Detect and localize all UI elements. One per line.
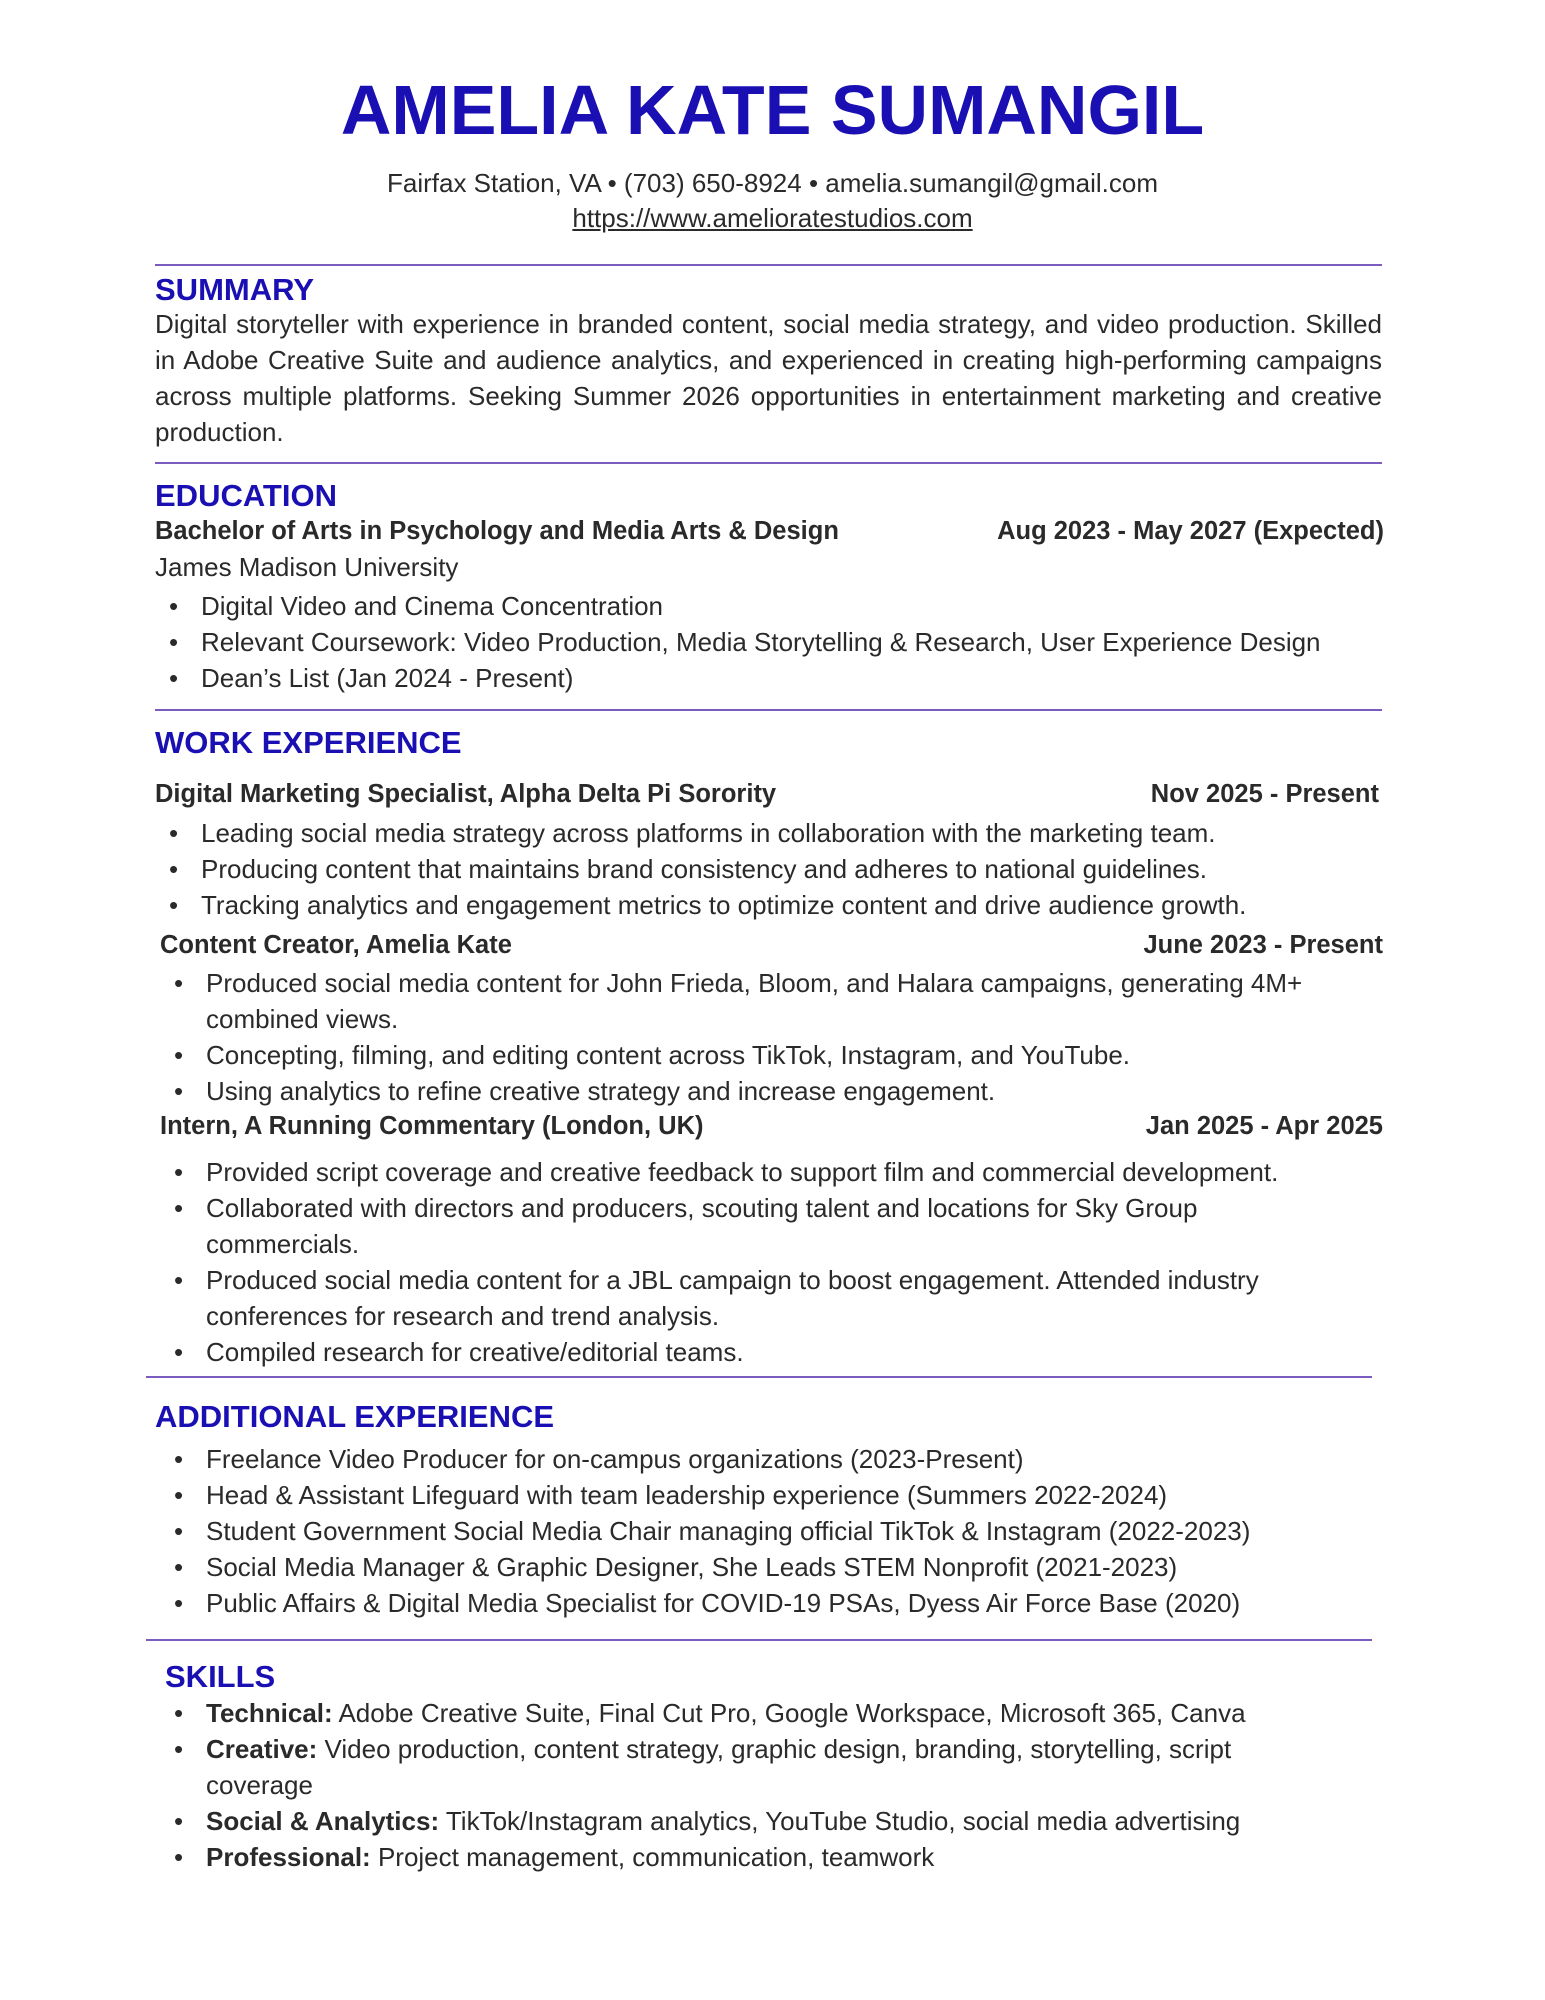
degree-title: Bachelor of Arts in Psychology and Media Arts & Design bbox=[155, 517, 839, 545]
list-item: • Leading social media strategy across platforms in collaboration with the marketing team. bbox=[155, 815, 1395, 851]
education-bullets bbox=[155, 588, 1395, 696]
skill-label: Social & Analytics: bbox=[206, 1806, 440, 1836]
skill-text: TikTok/Instagram analytics, YouTube Studio, social media advertising bbox=[439, 1806, 1241, 1836]
summary-text: Digital storyteller with experience in branded content, social media strategy, and video production. Skilled in Adobe Creative Suite and audience analytics, and experienced in creating high-performing campaigns across multiple platforms. Seeking Summer 2026 opportunities in entertainment marketing and creative production. bbox=[155, 309, 1382, 447]
list-item: • Producing content that maintains brand consistency and adheres to national guidelines. bbox=[155, 851, 1395, 887]
candidate-name: AMELIA KATE SUMANGIL bbox=[340, 71, 1205, 149]
list-item: • Student Government Social Media Chair managing official TikTok & Instagram (2022-2023) bbox=[160, 1513, 1400, 1549]
summary-heading: SUMMARY bbox=[155, 272, 315, 307]
divider bbox=[155, 709, 1382, 711]
skill-text: Video production, content strategy, graphic design, branding, storytelling, script coverage bbox=[206, 1734, 1232, 1800]
list-item: • Tracking analytics and engagement metrics to optimize content and drive audience growth. bbox=[155, 887, 1395, 923]
list-item: • Collaborated with directors and producers, scouting talent and locations for Sky Group commercials. bbox=[160, 1190, 1375, 1262]
list-item: • Compiled research for creative/editorial teams. bbox=[160, 1334, 1375, 1370]
skills-bullets bbox=[160, 1695, 1330, 1875]
list-item: • Head & Assistant Lifeguard with team leadership experience (Summers 2022-2024) bbox=[160, 1477, 1400, 1513]
list-item: • Public Affairs & Digital Media Specialist for COVID-19 PSAs, Dyess Air Force Base (2020) bbox=[160, 1585, 1400, 1621]
list-item: • Produced social media content for John Frieda, Bloom, and Halara campaigns, generating 4M+ combined views. bbox=[160, 965, 1330, 1037]
job-row bbox=[155, 780, 1379, 809]
contact-info: Fairfax Station, VA • (703) 650-8924 • amelia.sumangil@gmail.com bbox=[386, 168, 1159, 198]
skill-item bbox=[160, 1839, 1330, 1875]
job-row bbox=[160, 1112, 1383, 1141]
divider bbox=[155, 264, 1382, 266]
job-bullets bbox=[155, 815, 1395, 923]
job-bullets bbox=[160, 965, 1330, 1109]
job-role: Digital Marketing Specialist, Alpha Delta Pi Sorority bbox=[155, 780, 777, 808]
additional-heading: ADDITIONAL EXPERIENCE bbox=[155, 1399, 555, 1434]
skill-text: Adobe Creative Suite, Final Cut Pro, Google Workspace, Microsoft 365, Canva bbox=[332, 1698, 1246, 1728]
skill-item bbox=[160, 1695, 1330, 1731]
skills-heading: SKILLS bbox=[165, 1659, 276, 1694]
list-item: • Provided script coverage and creative feedback to support film and commercial development. bbox=[160, 1154, 1375, 1190]
skill-item bbox=[160, 1731, 1330, 1803]
education-heading: EDUCATION bbox=[155, 478, 337, 513]
divider bbox=[146, 1376, 1372, 1378]
list-item: • Using analytics to refine creative strategy and increase engagement. bbox=[160, 1073, 1330, 1109]
list-item: • Relevant Coursework: Video Production, Media Storytelling & Research, User Experience Design bbox=[155, 624, 1395, 660]
list-item: • Concepting, filming, and editing content across TikTok, Instagram, and YouTube. bbox=[160, 1037, 1330, 1073]
job-dates: June 2023 - Present bbox=[1143, 931, 1383, 959]
list-item: • Dean’s List (Jan 2024 - Present) bbox=[155, 660, 1395, 696]
website-link[interactable]: https://www.amelioratestudios.com bbox=[572, 203, 973, 233]
additional-bullets bbox=[160, 1441, 1400, 1621]
list-item: • Freelance Video Producer for on-campus organizations (2023-Present) bbox=[160, 1441, 1400, 1477]
job-role: Intern, A Running Commentary (London, UK) bbox=[160, 1112, 704, 1140]
list-item: • Digital Video and Cinema Concentration bbox=[155, 588, 1395, 624]
job-bullets bbox=[160, 1154, 1375, 1370]
list-item: • Social Media Manager & Graphic Designer, She Leads STEM Nonprofit (2021-2023) bbox=[160, 1549, 1400, 1585]
degree-dates: Aug 2023 - May 2027 (Expected) bbox=[997, 517, 1384, 545]
skill-item bbox=[160, 1803, 1330, 1839]
job-dates: Nov 2025 - Present bbox=[1150, 780, 1379, 808]
skill-label: Creative: bbox=[206, 1734, 318, 1764]
job-dates: Jan 2025 - Apr 2025 bbox=[1145, 1112, 1383, 1140]
divider bbox=[146, 1639, 1372, 1641]
school-name: James Madison University bbox=[155, 552, 459, 582]
skill-label: Professional: bbox=[206, 1842, 371, 1872]
job-row bbox=[160, 931, 1383, 960]
work-heading: WORK EXPERIENCE bbox=[155, 725, 462, 760]
job-role: Content Creator, Amelia Kate bbox=[160, 931, 512, 959]
skill-text: Project management, communication, teamwork bbox=[370, 1842, 935, 1872]
skill-label: Technical: bbox=[206, 1698, 333, 1728]
education-degree-row bbox=[155, 517, 1384, 546]
divider bbox=[155, 462, 1382, 464]
list-item: • Produced social media content for a JBL campaign to boost engagement. Attended industry conferences for research and trend analysis. bbox=[160, 1262, 1375, 1334]
